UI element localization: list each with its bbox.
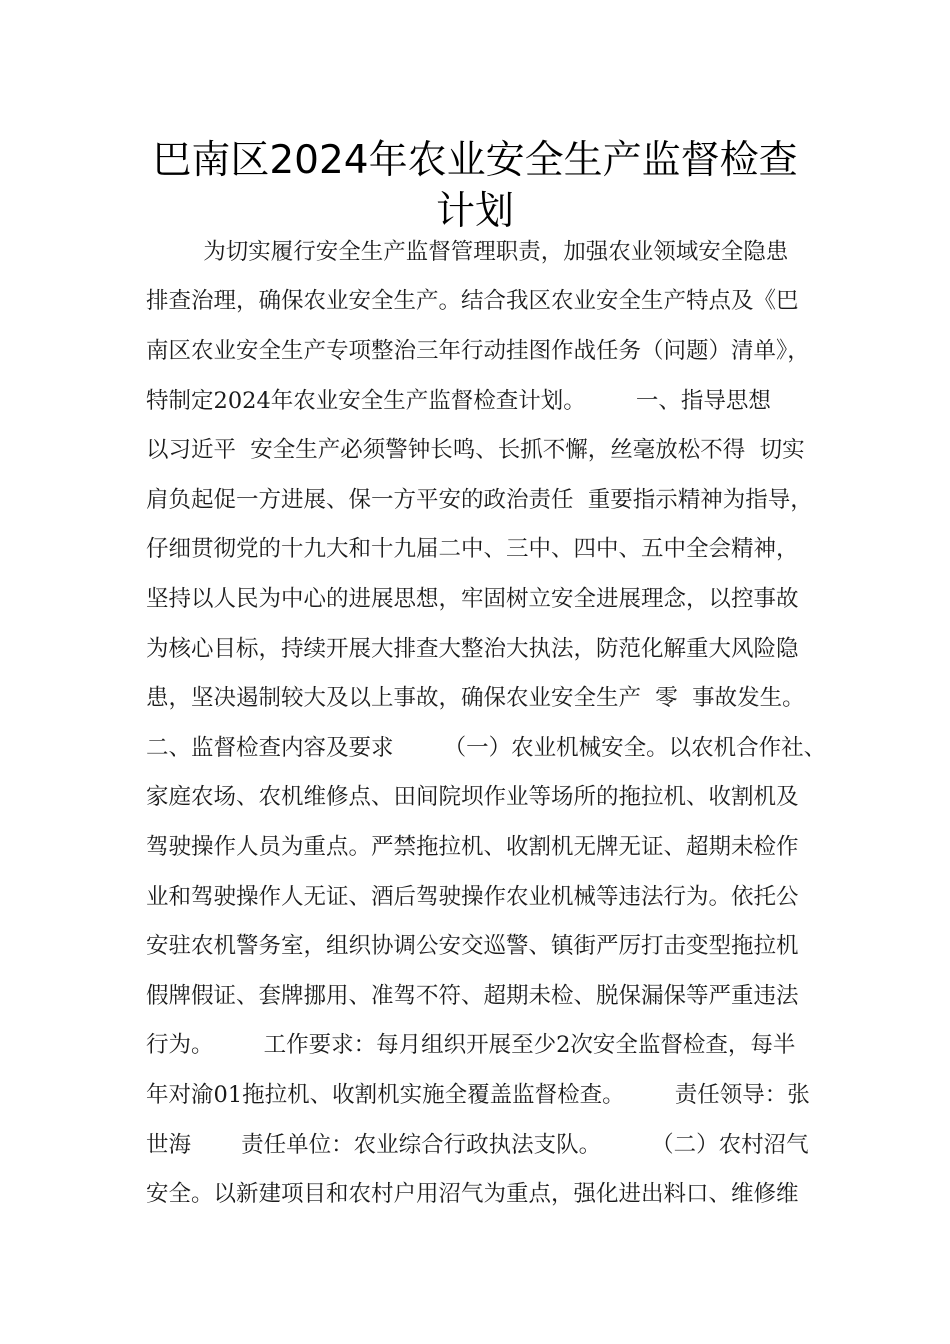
body-line: 行为。 工作要求：每月组织开展至少2次安全监督检查，每半: [146, 1032, 796, 1058]
body-line: 肩负起促一方进展、保一方平安的政治责任 重要指示精神为指导，: [146, 487, 813, 513]
body-line: 排查治理，确保农业安全生产。结合我区农业安全生产特点及《巴: [146, 288, 799, 314]
body-line: 特制定2024年农业安全生产监督检查计划。 一、指导思想: [146, 388, 771, 414]
body-line: 坚持以人民为中心的进展思想，牢固树立安全进展理念，以控事故: [146, 586, 799, 612]
body-line: 家庭农场、农机维修点、田间院坝作业等场所的拖拉机、收割机及: [146, 784, 799, 810]
body-line: 世海 责任单位：农业综合行政执法支队。 （二）农村沼气: [146, 1132, 809, 1158]
body-line: 为核心目标，持续开展大排查大整治大执法，防范化解重大风险隐: [146, 636, 799, 662]
body-line: 以习近平 安全生产必须警钟长鸣、长抓不懈，丝毫放松不得 切实: [146, 437, 805, 463]
document-title-line-1: 巴南区2024年农业安全生产监督检查: [152, 138, 798, 183]
body-line: 二、监督检查内容及要求 （一）农业机械安全。以农机合作社、: [146, 735, 827, 761]
body-line: 仔细贯彻党的十九大和十九届二中、三中、四中、五中全会精神，: [146, 536, 799, 562]
body-line: 年对渝01拖拉机、收割机实施全覆盖监督检查。 责任领导：张: [146, 1082, 810, 1108]
body-line: 患，坚决遏制较大及以上事故，确保农业安全生产 零 事故发生。: [146, 685, 805, 711]
body-line: 假牌假证、套牌挪用、准驾不符、超期未检、脱保漏保等严重违法: [146, 983, 799, 1009]
body-line: 业和驾驶操作人无证、酒后驾驶操作农业机械等违法行为。依托公: [146, 884, 799, 910]
body-line: 南区农业安全生产专项整治三年行动挂图作战任务（问题）清单》，: [146, 338, 810, 364]
body-line: 安全。以新建项目和农村户用沼气为重点，强化进出料口、维修维: [146, 1181, 799, 1207]
body-line: 为切实履行安全生产监督管理职责，加强农业领域安全隐患: [146, 239, 789, 265]
body-line: 安驻农机警务室，组织协调公安交巡警、镇街严厉打击变型拖拉机: [146, 933, 799, 959]
body-line: 驾驶操作人员为重点。严禁拖拉机、收割机无牌无证、超期未检作: [146, 834, 799, 860]
document-title-line-2: 计划: [435, 189, 514, 234]
